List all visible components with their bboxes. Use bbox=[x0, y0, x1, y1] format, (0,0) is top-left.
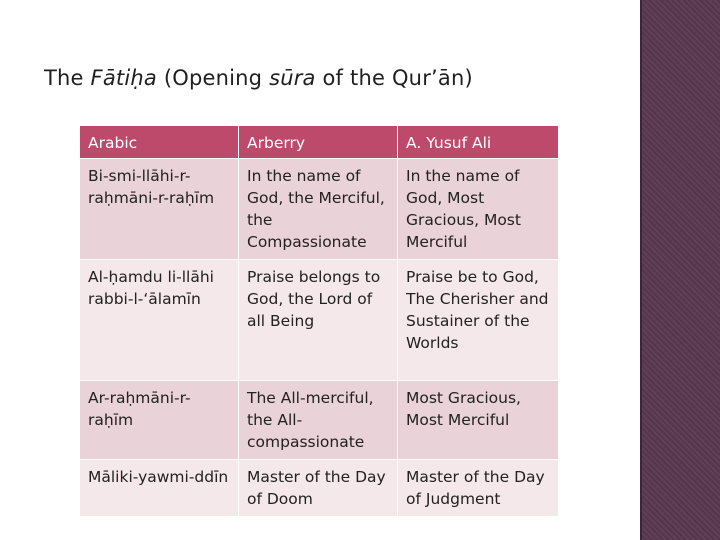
table-row bbox=[80, 460, 559, 517]
decorative-side-bar bbox=[642, 0, 720, 540]
header-arberry: Arberry bbox=[239, 126, 398, 159]
cell-yusuf-ali: Praise be to God, The Cherisher and Sustainer of the Worlds bbox=[398, 260, 559, 381]
cell-arberry: Master of the Day of Doom bbox=[239, 460, 398, 517]
title-italic-fatiha: Fātiḥa bbox=[90, 66, 157, 90]
cell-yusuf-ali: Most Gracious, Most Merciful bbox=[398, 381, 559, 460]
cell-arabic: Māliki-yawmi-ddīn bbox=[80, 460, 239, 517]
table-header-row bbox=[80, 126, 559, 159]
table-row bbox=[80, 381, 559, 460]
slide-title bbox=[44, 66, 473, 90]
cell-arabic: Bi-smi-llāhi-r-raḥmāni-r-raḥīm bbox=[80, 159, 239, 260]
table-row bbox=[80, 159, 559, 260]
cell-yusuf-ali: Master of the Day of Judgment bbox=[398, 460, 559, 517]
cell-yusuf-ali: In the name of God, Most Gracious, Most Merciful bbox=[398, 159, 559, 260]
header-yusuf-ali: A. Yusuf Ali bbox=[398, 126, 559, 159]
title-mid: (Opening bbox=[156, 66, 270, 90]
cell-arberry: The All-merciful, the All-compassionate bbox=[239, 381, 398, 460]
cell-arberry: Praise belongs to God, the Lord of all Being bbox=[239, 260, 398, 381]
table-row bbox=[80, 260, 559, 381]
cell-arabic: Al-ḥamdu li-llāhi rabbi-l-‘ālamīn bbox=[80, 260, 239, 381]
cell-arberry: In the name of God, the Merciful, the Compassionate bbox=[239, 159, 398, 260]
title-italic-sura: sūra bbox=[269, 66, 316, 90]
header-arabic: Arabic bbox=[80, 126, 239, 159]
translation-table bbox=[79, 125, 559, 517]
title-suffix: of the Qur’ān) bbox=[315, 66, 473, 90]
cell-arabic: Ar-raḥmāni-r-raḥīm bbox=[80, 381, 239, 460]
title-prefix: The bbox=[44, 66, 91, 90]
